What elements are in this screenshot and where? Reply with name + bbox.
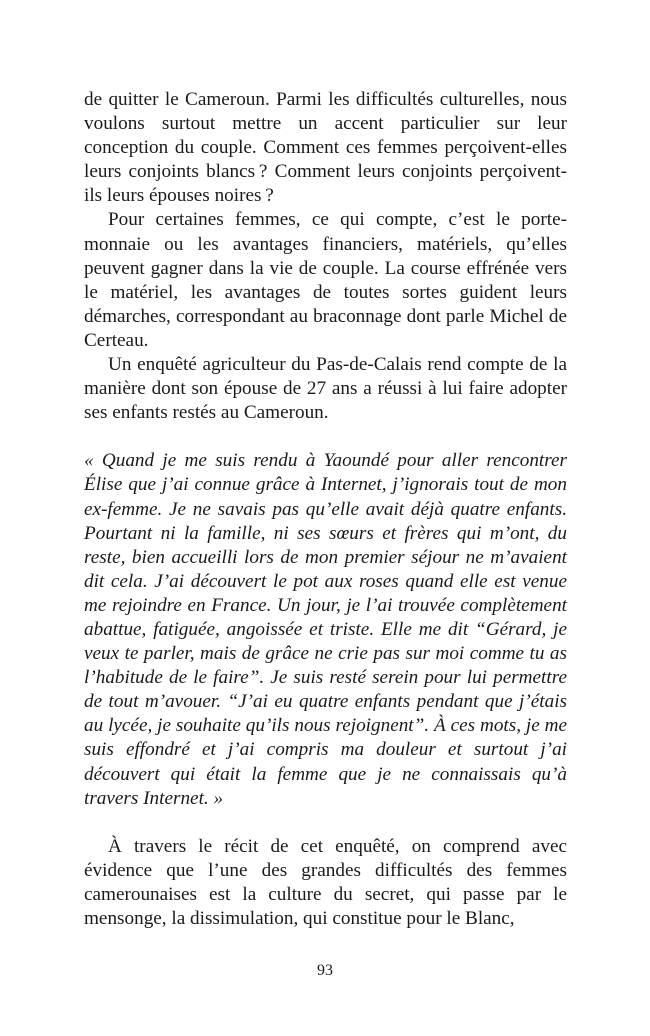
block-quote-testimony: « Quand je me suis rendu à Yaoundé pour aller rencontrer Élise que j’ai connue grâce à Internet, j’ignorais tout de mon ex-femme. Je ne savais pas qu’elle avait déjà quatre enfants. Pourtant ni la famille, ni ses sœurs et frères qui m’ont, du reste, bien accueilli lors de mon premier séjour ne m’avaient dit cela. J’ai découvert le pot aux roses quand elle est venue me rejoindre en France. Un jour, je l’ai trouvée complètement abattue, fatiguée, angoissée et triste. Elle me dit “Gérard, je veux te parler, mais de grâce ne crie pas sur moi comme tu as l’habitude de le faire”. Je suis resté serein pour lui permettre de tout m’avouer. “J’ai eu quatre enfants pendant que j’étais au lycée, je souhaite qu’ils nous rejoignent”. À ces mots, je me suis effondré et j’ai compris ma douleur et surtout j’ai découvert qui était la femme que je ne connaissais qu’à travers Internet. » xyxy=(84,450,567,809)
page-body xyxy=(84,88,567,931)
paragraph-porte-monnaie: Pour certaines femmes, ce qui compte, c’est le porte-monnaie ou les avantages financiers, matériels, qu’elles peuvent gagner dans la vie de couple. La course effrénée vers le matériel, les avantages de toutes sortes guident leurs démarches, correspondant au braconnage dont parle Michel de Certeau. xyxy=(84,209,567,351)
paragraph-enquete-intro: Un enquêté agriculteur du Pas-de-Calais rend compte de la manière dont son épouse de 27 ans a réussi à lui faire adopter ses enfants restés au Cameroun. xyxy=(84,354,567,424)
paragraph-conclusion: À travers le récit de cet enquêté, on comprend avec évidence que l’une des grandes difficultés des femmes camerounaises est la culture du secret, qui passe par le mensonge, la dissimulation, qui constitue pour le Blanc, xyxy=(84,835,567,929)
paragraph-continuation: de quitter le Cameroun. Parmi les difficultés culturelles, nous voulons surtout mettre un accent particulier sur leur conception du couple. Comment ces femmes perçoivent-elles leurs conjoints blancs ? Comment leurs conjoints perçoivent-ils leurs épouses noires ? xyxy=(84,89,567,207)
page-number: 93 xyxy=(317,962,333,979)
